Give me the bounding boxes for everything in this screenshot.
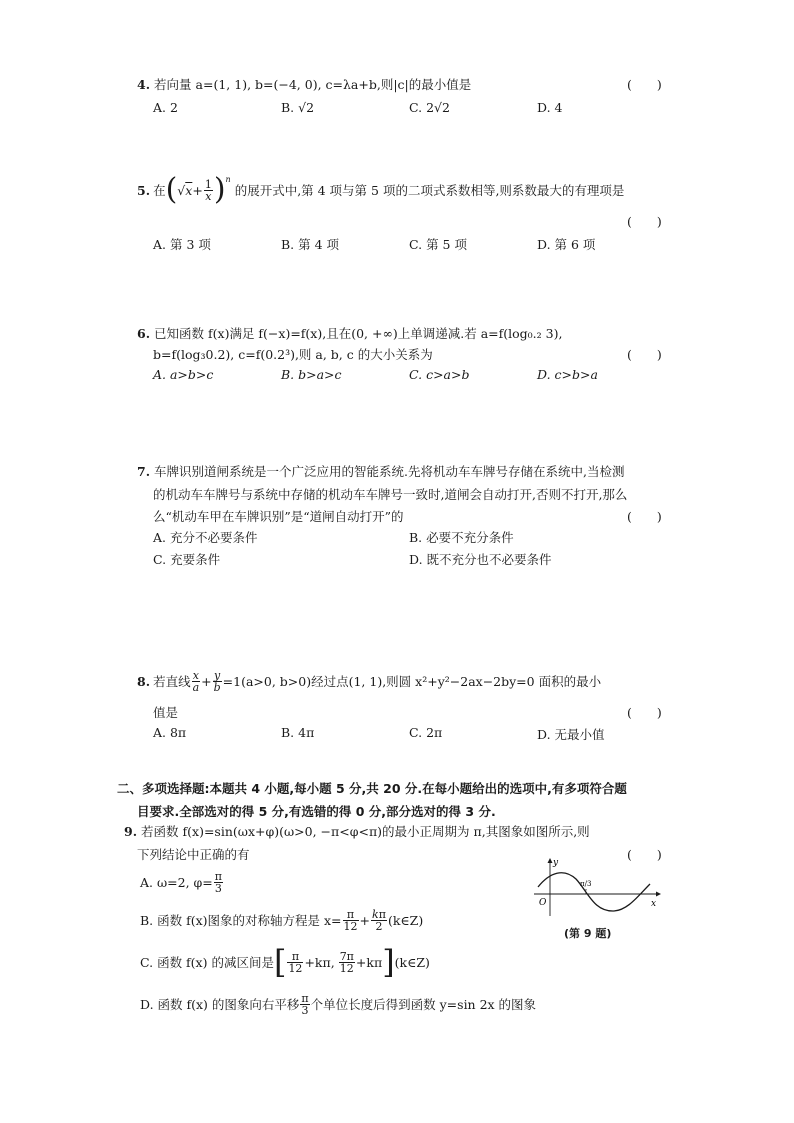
q8-option-c: C. 2π (409, 725, 443, 740)
q8-line-2: 值是 (153, 705, 179, 720)
q5-stem-pre: 在 (153, 183, 166, 198)
q7-option-a: A. 充分不必要条件 (153, 530, 258, 545)
q9-figure-caption: (第 9 题) (564, 927, 612, 940)
q5-option-b: B. 第 4 项 (281, 237, 340, 252)
y-axis-arrow-icon (548, 858, 553, 863)
question-9 (124, 822, 590, 840)
q7-number: 7. (137, 464, 151, 479)
origin-label: O (539, 898, 547, 908)
section-2-heading-line-1: 二、多项选择题:本题共 4 小题,每小题 5 分,共 20 分.在每小题给出的选项中,有多项符合题 (117, 781, 627, 796)
q5-number: 5. (137, 182, 151, 198)
q7-answer-paren: ( ) (627, 509, 662, 524)
q9-number: 9. (124, 824, 138, 839)
question-8 (137, 664, 601, 698)
q8-option-b: B. 4π (281, 725, 315, 740)
q9-option-c: C. 函数 f(x) 的减区间是 [ $\frac{\pi}{12}$ +kπ, $\frac{7\pi}{12}$ +kπ ] (k∈Z) (140, 943, 430, 981)
q9-option-b: B. 函数 f(x)图象的对称轴方程是 x= $\frac{\pi}{12}$ + $\frac{k\pi}{2}$ (k∈Z) (140, 907, 424, 933)
q9-answer-paren: ( ) (627, 847, 662, 862)
q9-sine-graph (528, 856, 663, 918)
sine-curve (538, 873, 650, 911)
q6-line-1: 已知函数 f(x)满足 f(−x)=f(x),且在(0, +∞)上单调递减.若 a=f(log₀.₂ 3), (154, 326, 563, 341)
axis-label-y: y (553, 858, 559, 868)
question-4 (137, 75, 471, 93)
q6-option-b: B. b>a>c (281, 367, 342, 382)
q6-answer-paren: ( ) (627, 347, 662, 362)
q7-option-b: B. 必要不充分条件 (409, 530, 514, 545)
q5-option-a: A. 第 3 项 (153, 237, 211, 252)
q7-line-2: 的机动车车牌号与系统中存储的机动车车牌号一致时,道闸会自动打开,否则不打开,那么 (153, 487, 628, 502)
q9-option-a: A. ω=2, φ= $\frac{\pi}{3}$ (140, 869, 223, 895)
q5-option-d: D. 第 6 项 (537, 237, 596, 252)
q9-line-1: 若函数 f(x)=sin(ωx+φ)(ω>0, −π<φ<π)的最小正周期为 π,其图象如图所示,则 (141, 824, 590, 839)
question-5 (137, 170, 624, 210)
q7-line-1: 车牌识别道闸系统是一个广泛应用的智能系统.先将机动车车牌号存储在系统中,当检测 (154, 464, 625, 479)
q8-option-a: A. 8π (153, 725, 187, 740)
q4-option-b: B. √2 (281, 100, 315, 115)
section-2-heading-line-2: 目要求.全部选对的得 5 分,有选错的得 0 分,部分选对的得 3 分. (137, 804, 496, 819)
q6-option-d: D. c>b>a (537, 367, 598, 382)
q9-option-d: D. 函数 f(x) 的图象向右平移 $\frac{\pi}{3}$ 个单位长度后得到函数 y=sin 2x 的图象 (140, 991, 537, 1017)
question-6 (137, 324, 562, 342)
q4-option-a: A. 2 (153, 100, 178, 115)
q4-number: 4. (137, 77, 151, 92)
q5-answer-paren: ( ) (627, 214, 662, 229)
q7-option-d: D. 既不充分也不必要条件 (409, 552, 552, 567)
question-7 (137, 462, 625, 480)
q6-option-c: C. c>a>b (409, 367, 470, 382)
q5-option-c: C. 第 5 项 (409, 237, 467, 252)
q8-option-d: D. 无最小值 (537, 727, 605, 742)
q5-binomial-expression: ( √x+ $\frac{1}{x}$ ) $^n$ (165, 172, 231, 207)
q7-line-3: 么“机动车甲在车牌识别”是“道闸自动打开”的 (153, 509, 404, 524)
q8-stem-pre: 若直线 (153, 674, 191, 689)
q8-number: 8. (137, 673, 151, 689)
q8-answer-paren: ( ) (627, 705, 662, 720)
axis-label-x: x (651, 899, 657, 909)
q5-stem-post: 的展开式中,第 4 项与第 5 项的二项式系数相等,则系数最大的有理项是 (234, 183, 625, 198)
q4-stem-a: 若向量 (154, 77, 192, 92)
x-axis-arrow-icon (656, 892, 661, 897)
tick-label-pi-over-3: π/3 (580, 880, 592, 888)
q4-option-d: D. 4 (537, 100, 563, 115)
q4-answer-paren: ( ) (627, 77, 662, 92)
q7-option-c: C. 充要条件 (153, 552, 221, 567)
q9-line-2: 下列结论中正确的有 (137, 847, 250, 862)
q6-line-2: b=f(log₃0.2), c=f(0.2³),则 a, b, c 的大小关系为 (153, 347, 433, 362)
q8-line-equation: $\frac{x}{a}$ + $\frac{y}{b}$ (192, 668, 221, 694)
q4-option-c: C. 2√2 (409, 100, 450, 115)
q4-stem-b: a=(1, 1), b=(−4, 0), c=λa+b,则|c|的最小值是 (195, 77, 472, 92)
q8-stem-post: =1(a>0, b>0)经过点(1, 1),则圆 x²+y²−2ax−2by=0 面积的最小 (222, 674, 602, 689)
q6-number: 6. (137, 326, 151, 341)
q6-option-a: A. a>b>c (153, 367, 214, 382)
